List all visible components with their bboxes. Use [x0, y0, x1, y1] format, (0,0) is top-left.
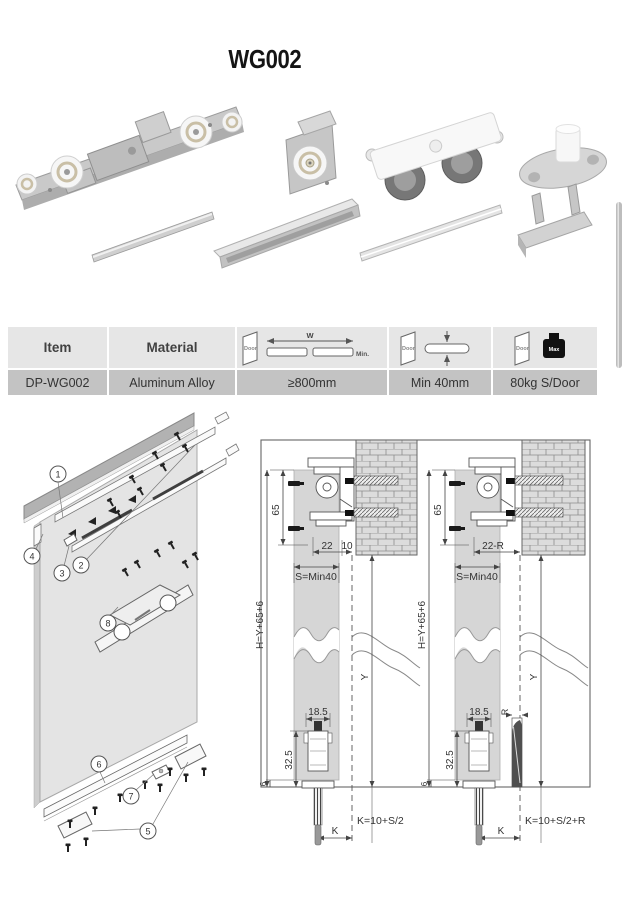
dim-R: R [500, 708, 510, 716]
svg-text:Door: Door [244, 345, 257, 352]
cell-item: DP-WG002 [8, 370, 107, 395]
svg-text:Door: Door [402, 345, 415, 352]
dim-22: 22 [321, 541, 333, 552]
dim-32-5: 32.5 [284, 750, 295, 770]
floor-guide-photo [516, 125, 609, 195]
page-title-wrap [0, 44, 530, 75]
bottom-guide [302, 721, 334, 845]
cell-material: Aluminum Alloy [109, 370, 235, 395]
weight-glyph [543, 333, 565, 358]
dim-K: K [331, 826, 339, 837]
callout-6: 6 [96, 759, 102, 770]
end-stop-bracket-photo [518, 184, 592, 258]
skirting [512, 718, 522, 787]
door-glyph [243, 332, 258, 365]
dim-K-formula: K=10+S/2 [357, 815, 404, 827]
spec-table [8, 327, 597, 395]
cell-max-weight: 80kg S/Door [493, 370, 597, 395]
dim-Y: Y [529, 673, 540, 681]
callout-1: 1 [55, 469, 61, 480]
cell-door-width: ≥800mm [237, 370, 387, 395]
header-door-thickness [389, 327, 491, 368]
thin-rod-photo [616, 202, 622, 368]
dim-65: 65 [271, 504, 282, 516]
callout-8: 8 [105, 618, 111, 629]
dim-H: H=Y+65+6 [417, 600, 428, 650]
svg-text:Min.: Min. [356, 350, 369, 358]
header-door-width [237, 327, 387, 368]
max-weight-icon [513, 329, 577, 367]
dim-S: S=Min40 [456, 571, 498, 583]
dim-18-5: 18.5 [308, 707, 328, 718]
dim-Y: Y [360, 673, 371, 681]
callout-3: 3 [59, 568, 65, 579]
page-title: WG002 [228, 44, 302, 74]
callout-2: 2 [78, 560, 84, 571]
dim-32-5: 32.5 [445, 750, 456, 770]
header-material: Material [109, 327, 235, 368]
dim-K-formula: K=10+S/2+R [525, 815, 586, 827]
exploded-view-diagram [10, 410, 240, 862]
floor-guide-right [175, 744, 206, 769]
dim-6: 6 [259, 781, 268, 787]
svg-text:Max: Max [548, 346, 560, 353]
dim-K: K [497, 826, 505, 837]
twin-roller-carriage-photo [16, 107, 244, 210]
svg-text:Door: Door [516, 345, 529, 352]
callout-7: 7 [128, 791, 134, 802]
dim-10: 10 [341, 541, 353, 552]
callout-5: 5 [145, 826, 151, 837]
rail-photo [360, 205, 502, 261]
dim-6: 6 [420, 781, 429, 787]
single-roller-bracket-photo [286, 111, 336, 194]
dim-65: 65 [433, 504, 444, 516]
cell-door-thickness: Min 40mm [389, 370, 491, 395]
dim-22R: 22-R [482, 541, 504, 552]
bottom-guide [463, 721, 495, 845]
dim-S: S=Min40 [295, 571, 337, 583]
track-channel-photo [214, 199, 360, 268]
guide-pin-part [152, 765, 170, 779]
door-thickness-icon [399, 329, 481, 367]
svg-text:W: W [306, 330, 314, 340]
section-left [255, 440, 420, 845]
door-glyph [515, 332, 530, 365]
dimension-diagram [250, 425, 640, 865]
floor-guide-left [58, 812, 92, 838]
dim-H: H=Y+65+6 [255, 600, 266, 650]
callout-4: 4 [29, 551, 35, 562]
dim-18-5: 18.5 [469, 707, 489, 718]
white-carriage-photo [366, 112, 503, 200]
door-glyph [401, 332, 416, 365]
header-max-weight [493, 327, 597, 368]
wall-right [522, 440, 585, 555]
wall-left [356, 440, 417, 555]
section-right [417, 440, 588, 845]
rod-photo [92, 212, 214, 262]
door-width-icon [241, 329, 383, 367]
header-item: Item [8, 327, 107, 368]
